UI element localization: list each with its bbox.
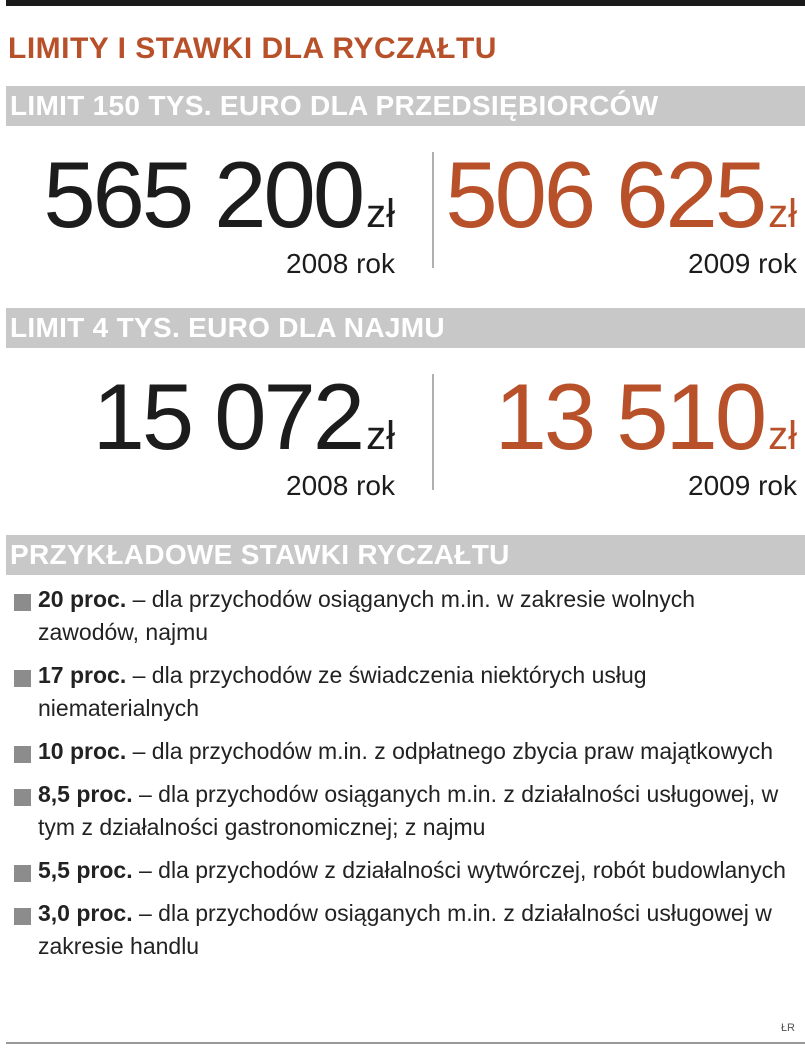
rate-value: 8,5 proc. [38,781,133,807]
list-item [14,735,799,768]
top-rule [6,0,805,6]
rates-list [14,583,799,973]
rental-limit-2009 [494,364,797,502]
rental-limit-2009-unit: zł [768,414,797,458]
rental-limit-2009-value: 13 510 [494,364,765,469]
business-limit-2009-year: 2009 rok [688,248,797,279]
rate-value: 17 proc. [38,662,127,688]
rate-value: 3,0 proc. [38,900,133,926]
section-header-rental-limit: LIMIT 4 TYS. EURO DLA NAJMU [6,308,805,348]
business-limit-2009-unit: zł [768,192,797,236]
divider [432,152,434,268]
rate-value: 10 proc. [38,738,127,764]
divider [432,374,434,490]
rate-description: – dla przychodów osiąganych m.in. z działalności usługowej w zakresie handlu [38,900,772,959]
business-limit-2009-value: 506 625 [445,142,765,247]
list-item [14,583,799,649]
business-limit-2009 [445,142,797,280]
section-header-rates: PRZYKŁADOWE STAWKI RYCZAŁTU [6,535,805,575]
list-item [14,659,799,725]
business-limit-2008-year: 2008 rok [286,248,395,279]
rate-description: – dla przychodów osiąganych m.in. w zakresie wolnych zawodów, najmu [38,586,696,645]
rate-value: 20 proc. [38,586,127,612]
rate-description: – dla przychodów ze świadczenia niektórych usług niematerialnych [38,662,647,721]
list-item [14,897,799,963]
bullet-square-icon [14,908,31,925]
business-limit-2008-unit: zł [366,192,395,236]
rate-description: – dla przychodów m.in. z odpłatnego zbycia praw majątkowych [126,738,774,764]
rental-limit-2008-unit: zł [366,414,395,458]
bottom-rule [6,1042,805,1044]
author-credit: ŁR [780,1022,795,1034]
bullet-square-icon [14,594,31,611]
business-limit-2008-value: 565 200 [43,142,363,247]
rate-description: – dla przychodów z działalności wytwórczej, robót budowlanych [132,857,786,883]
bullet-square-icon [14,865,31,882]
bullet-square-icon [14,789,31,806]
rental-limit-2008-year: 2008 rok [286,470,395,501]
bullet-square-icon [14,670,31,687]
page-title: LIMITY I STAWKI DLA RYCZAŁTU [8,32,497,65]
list-item [14,778,799,844]
rental-limit-2008 [92,364,395,502]
section-header-business-limit: LIMIT 150 TYS. EURO DLA PRZEDSIĘBIORCÓW [6,86,805,126]
rental-limit-2008-value: 15 072 [92,364,363,469]
list-item [14,854,799,887]
rental-limit-2009-year: 2009 rok [688,470,797,501]
rate-description: – dla przychodów osiąganych m.in. z działalności usługowej, w tym z działalności gastronomicznej; z najmu [38,781,779,840]
business-limit-2008 [43,142,395,280]
bullet-square-icon [14,746,31,763]
rate-value: 5,5 proc. [38,857,133,883]
